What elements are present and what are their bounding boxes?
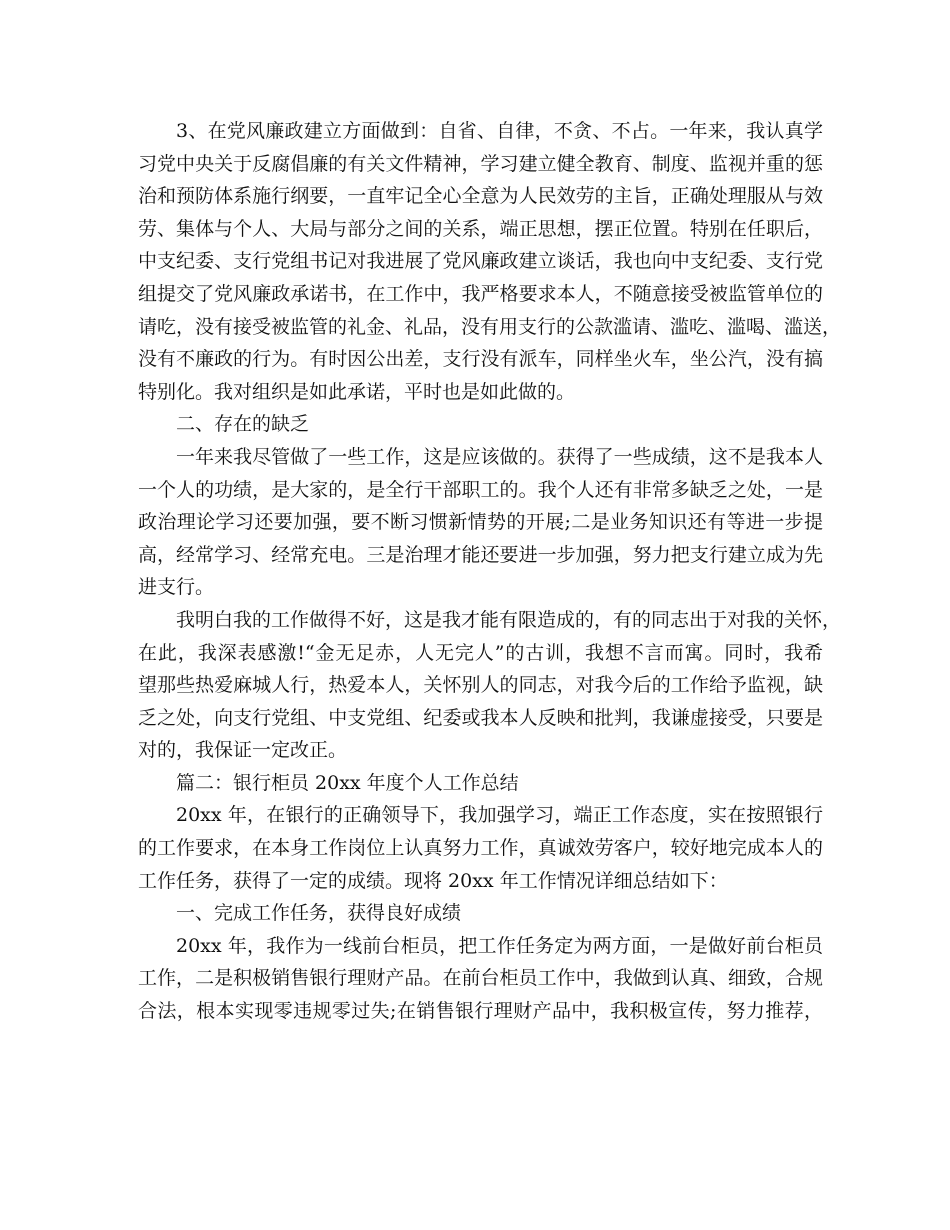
section-heading: 一、完成工作任务，获得良好成绩	[176, 902, 462, 925]
text-line: 我明白我的工作做得不好，这是我才能有限造成的，有的同志出于对我的关怀，	[176, 608, 842, 631]
text-line: 乏之处，向支行党组、中支党组、纪委或我本人反映和批判，我谦虚接受，只要是	[138, 706, 823, 729]
text-line: 组提交了党风廉政承诺书，在工作中，我严格要求本人，不随意接受被监管单位的	[138, 282, 823, 305]
text-line: 望那些热爱麻城人行，热爱本人，关怀别人的同志，对我今后的工作给予监视，缺	[138, 674, 823, 697]
text-line: 工作，二是积极销售银行理财产品。在前台柜员工作中，我做到认真、细致，合规	[138, 967, 823, 990]
text-line: 对的，我保证一定改正。	[138, 739, 348, 762]
text-line: 请吃，没有接受被监管的礼金、礼品，没有用支行的公款滥请、滥吃、滥喝、滥送，	[138, 315, 842, 338]
text-line: 3、在党风廉政建立方面做到：自省、自律，不贪、不占。一年来，我认真学	[176, 120, 823, 142]
text-line: 习党中央关于反腐倡廉的有关文件精神，学习建立健全教育、制度、监视并重的惩	[138, 152, 823, 175]
section-heading: 二、存在的缺乏	[176, 413, 310, 436]
text-line: 20xx 年，我作为一线前台柜员，把工作任务定为两方面，一是做好前台柜员	[176, 934, 823, 957]
text-line: 特别化。我对组织是如此承诺，平时也是如此做的。	[138, 380, 576, 403]
text-line: 一个人的功绩，是大家的，是全行干部职工的。我个人还有非常多缺乏之处，一是	[138, 478, 823, 501]
text-line: 高，经常学习、经常充电。三是治理才能还要进一步加强，努力把支行建立成为先	[138, 543, 823, 566]
text-line: 没有不廉政的行为。有时因公出差，支行没有派车，同样坐火车，坐公汽，没有搞	[138, 348, 823, 371]
text-line: 工作任务，获得了一定的成绩。现将 20xx 年工作情况详细总结如下：	[138, 869, 728, 892]
article-title: 篇二：银行柜员 20xx 年度个人工作总结	[176, 771, 519, 794]
text-line: 治和预防体系施行纲要，一直牢记全心全意为人民效劳的主旨，正确处理服从与效	[138, 185, 823, 208]
document-body	[138, 115, 842, 1028]
text-line: 进支行。	[138, 576, 215, 599]
text-line: 劳、集体与个人、大局与部分之间的关系，端正思想，摆正位置。特别在任职后，	[138, 217, 823, 240]
text-line: 在此，我深表感激!“金无足赤，人无完人”的古训，我想不言而寓。同时，我希	[138, 641, 823, 664]
text-line: 20xx 年，在银行的正确领导下，我加强学习，端正工作态度，实在按照银行	[176, 804, 823, 827]
text-line: 的工作要求，在本身工作岗位上认真努力工作，真诚效劳客户，较好地完成本人的	[138, 837, 823, 860]
text-line: 合法，根本实现零违规零过失;在销售银行理财产品中，我积极宣传，努力推荐，	[138, 1000, 823, 1023]
text-line: 中支纪委、支行党组书记对我进展了党风廉政建立谈话，我也向中支纪委、支行党	[138, 250, 823, 273]
text-line: 一年来我尽管做了一些工作，这是应该做的。获得了一些成绩，这不是我本人	[176, 445, 823, 468]
text-line: 政治理论学习还要加强，要不断习惯新情势的开展;二是业务知识还有等进一步提	[138, 511, 823, 534]
